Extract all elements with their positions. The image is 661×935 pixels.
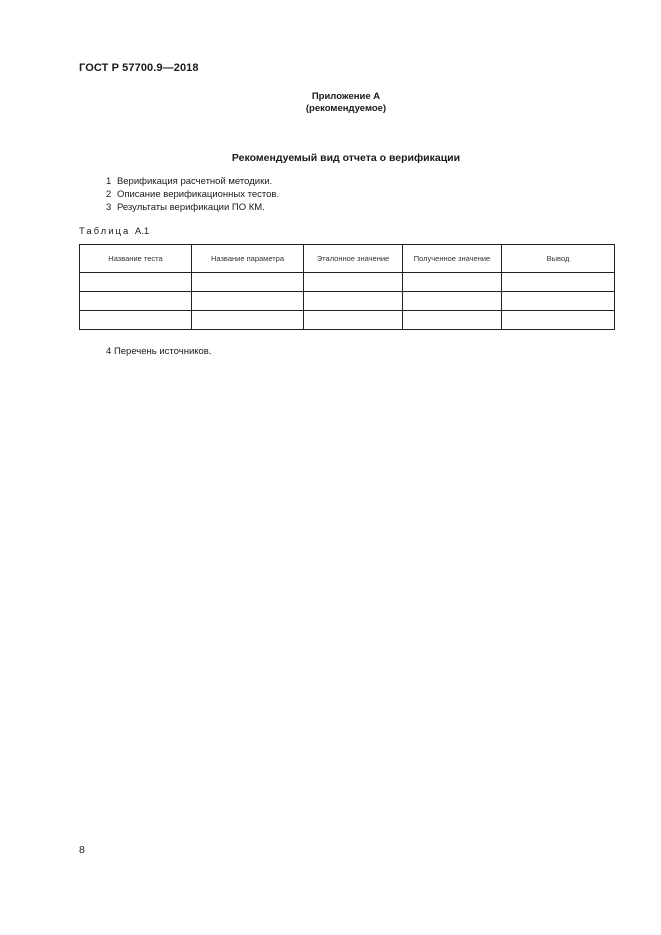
table-cell — [403, 311, 502, 330]
column-header-obtained-value: Полученное значение — [403, 245, 502, 273]
list-item — [106, 346, 211, 357]
table-cell — [502, 292, 615, 311]
appendix-status: (рекомендуемое) — [305, 103, 387, 114]
table-cell — [80, 292, 192, 311]
list-item-text: Описание верификационных тестов. — [116, 189, 280, 200]
table-cell — [304, 292, 403, 311]
list-item-number: 2 — [106, 189, 112, 200]
verification-results-table — [79, 244, 615, 330]
section-heading: Рекомендуемый вид отчета о верификации — [231, 152, 461, 164]
column-header-test-name: Название теста — [80, 245, 192, 273]
list-item-number: 3 — [106, 202, 112, 213]
table-cell — [192, 273, 304, 292]
document-code: ГОСТ Р 57700.9—2018 — [79, 62, 199, 74]
appendix-title — [0, 91, 661, 115]
list-item-text: Перечень источников. — [113, 346, 212, 357]
table-cell — [304, 311, 403, 330]
table-caption-number: А.1 — [134, 226, 150, 237]
table-cell — [80, 273, 192, 292]
column-header-parameter-name: Название параметра — [192, 245, 304, 273]
table-row — [80, 292, 615, 311]
list-item — [106, 188, 279, 201]
table-cell — [502, 273, 615, 292]
list-item-number: 4 — [106, 346, 112, 357]
list-item-text: Результаты верификации ПО КМ. — [116, 202, 265, 213]
column-header-conclusion: Вывод — [502, 245, 615, 273]
page-number: 8 — [79, 844, 85, 856]
list-item — [106, 201, 279, 214]
table-caption — [79, 226, 149, 237]
column-header-reference-value: Эталонное значение — [304, 245, 403, 273]
list-item-text: Верификация расчетной методики. — [116, 176, 273, 187]
table-cell — [502, 311, 615, 330]
list-item — [106, 175, 279, 188]
table-header-row — [80, 245, 615, 273]
table-cell — [403, 292, 502, 311]
table-cell — [403, 273, 502, 292]
list-item-number: 1 — [106, 176, 112, 187]
table-row — [80, 311, 615, 330]
table-cell — [192, 292, 304, 311]
table-cell — [304, 273, 403, 292]
report-contents-list — [106, 175, 279, 214]
appendix-label: Приложение А — [311, 91, 381, 102]
table-cell — [192, 311, 304, 330]
table-cell — [80, 311, 192, 330]
table-row — [80, 273, 615, 292]
table-caption-word: Таблица — [79, 226, 131, 237]
